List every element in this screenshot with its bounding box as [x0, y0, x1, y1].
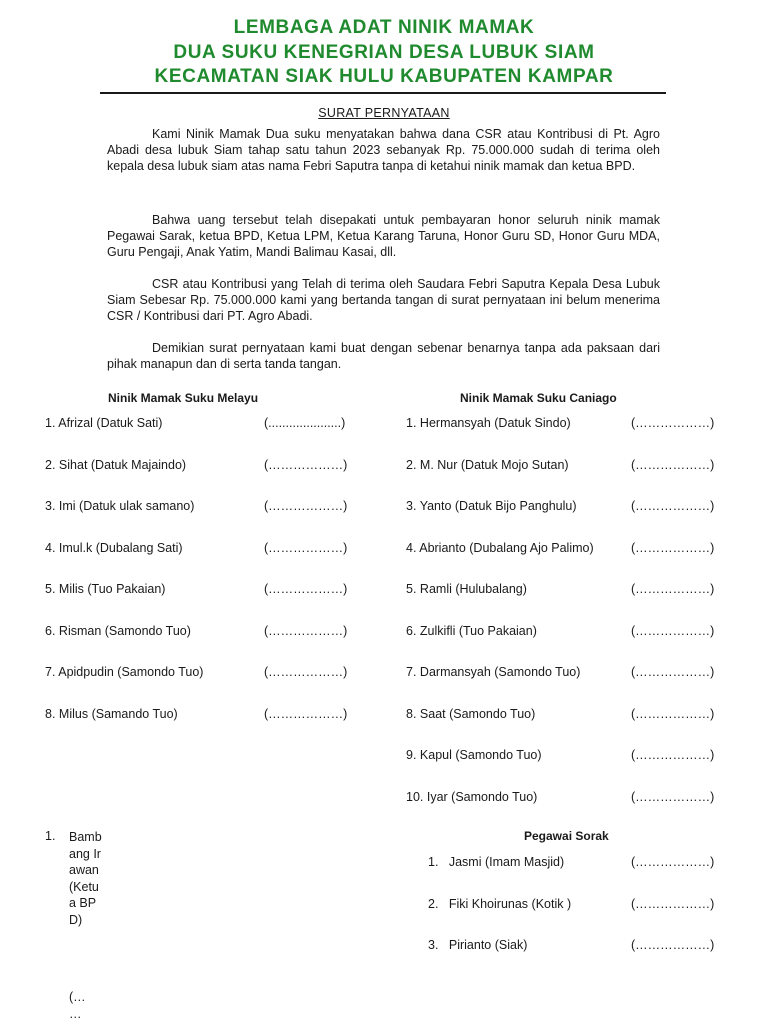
header-divider [100, 92, 666, 94]
item-name: Imi (Datuk ulak samano) [58, 499, 195, 513]
item-name: Darmansyah (Samondo Tuo) [419, 665, 581, 679]
list-item [45, 582, 165, 596]
item-name: M. Nur (Datuk Mojo Sutan) [419, 458, 569, 472]
item-name: Fiki Khoirunas (Kotik ) [448, 897, 572, 911]
list-item [45, 416, 162, 430]
signature-blank: (………………) [264, 582, 348, 596]
item-number: 3. [428, 938, 439, 952]
item-number: 7. [45, 665, 56, 679]
item-number: 2. [428, 897, 439, 911]
list-item [45, 458, 186, 472]
document-title: SURAT PERNYATAAN [318, 106, 450, 120]
list-item [406, 416, 571, 430]
item-number: 6. [45, 624, 56, 638]
item-name: Milis (Tuo Pakaian) [58, 582, 166, 596]
item-number: 10. [406, 790, 424, 804]
signature-blank: (………………) [264, 458, 348, 472]
item-name: Apidpudin (Samondo Tuo) [58, 665, 204, 679]
item-number: 3. [45, 499, 56, 513]
signature-blank: (………………) [631, 416, 715, 430]
signature-blank: (………………) [264, 707, 348, 721]
signature-blank: (………………) [631, 458, 715, 472]
item-number: 1. [45, 829, 56, 843]
signature-blank: (………………) [631, 582, 715, 596]
item-number: 2. [406, 458, 417, 472]
signature-blank: (………………) [264, 541, 348, 555]
paragraph-1: Kami Ninik Mamak Dua suku menyatakan bahwa dana CSR atau Kontribusi di Pt. Agro Abadi desa lubuk Siam tahap satu tahun 2023 sebanyak Rp. 75.000.000 sudah di terima oleh kepala desa lubuk siam atas nama Febri Saputra tanpa di ketahui ninik mamak dan ketua BPD. [107, 127, 660, 173]
item-name: Hermansyah (Datuk Sindo) [419, 416, 571, 430]
list-item [406, 665, 580, 679]
signature-blank: (………………) [631, 748, 715, 762]
list-item [45, 541, 183, 555]
caniago-heading: Ninik Mamak Suku Caniago [460, 391, 617, 405]
sorak-heading: Pegawai Sorak [524, 829, 609, 843]
item-name: Abrianto (Dubalang Ajo Palimo) [419, 541, 594, 555]
letterhead [0, 16, 768, 90]
melayu-heading: Ninik Mamak Suku Melayu [108, 391, 259, 405]
item-number: 1. [45, 416, 56, 430]
item-name: Kapul (Samondo Tuo) [419, 748, 542, 762]
item-number: 4. [45, 541, 56, 555]
letterhead-line-1: LEMBAGA ADAT NINIK MAMAK [233, 17, 535, 38]
item-number: 9. [406, 748, 417, 762]
paragraph-2: Bahwa uang tersebut telah disepakati untuk pembayaran honor seluruh ninik mamak Pegawai Sarak, ketua BPD, Ketua LPM, Ketua Karang Taruna, Honor Guru SD, Honor Guru MDA, Guru Pengaji, Anak Yatim, Mandi Balimau Kasai, dll. [107, 213, 660, 259]
list-item [45, 624, 191, 638]
item-number: 2. [45, 458, 56, 472]
list-item [406, 624, 537, 638]
item-number: 1. [406, 416, 417, 430]
signature-blank: (… … [69, 990, 86, 1021]
list-item [406, 707, 535, 721]
item-number: 4. [406, 541, 417, 555]
signature-blank: (………………) [631, 665, 715, 679]
signature-blank: (………………) [631, 790, 715, 804]
list-item [45, 499, 194, 513]
item-name: Risman (Samondo Tuo) [58, 624, 191, 638]
item-number: 1. [428, 855, 439, 869]
signature-blank: (………………) [631, 938, 715, 952]
signature-blank: (………………) [631, 541, 715, 555]
list-item [406, 582, 527, 596]
item-name: Bambang Irawan (Ketua BPD) [69, 830, 102, 927]
list-item [45, 707, 178, 721]
signature-blank: (………………) [631, 499, 715, 513]
item-name: Zulkifli (Tuo Pakaian) [419, 624, 537, 638]
signature-blank: (………………) [264, 499, 348, 513]
item-number: 8. [45, 707, 56, 721]
signature-blank: (………………) [631, 897, 715, 911]
list-item [428, 897, 571, 911]
letterhead-line-3: KECAMATAN SIAK HULU KABUPATEN KAMPAR [154, 66, 614, 87]
item-name: Sihat (Datuk Majaindo) [58, 458, 187, 472]
item-name: Yanto (Datuk Bijo Panghulu) [419, 499, 577, 513]
letterhead-line-2: DUA SUKU KENEGRIAN DESA LUBUK SIAM [173, 41, 595, 63]
list-item [406, 458, 569, 472]
item-name: Jasmi (Imam Masjid) [448, 855, 565, 869]
list-item [406, 748, 542, 762]
item-name: Pirianto (Siak) [448, 938, 528, 952]
item-number: 8. [406, 707, 417, 721]
list-item [45, 665, 203, 679]
item-name: Ramli (Hulubalang) [419, 582, 527, 596]
signature-blank: (………………) [631, 624, 715, 638]
list-item [406, 541, 594, 555]
signature-blank: (………………) [631, 707, 715, 721]
signature-blank: (………………) [264, 665, 348, 679]
item-number: 7. [406, 665, 417, 679]
signature-blank: (.....................) [264, 416, 346, 430]
paragraph-3: CSR atau Kontribusi yang Telah di terima oleh Saudara Febri Saputra Kepala Desa Lubuk Siam Sebesar Rp. 75.000.000 kami yang bertanda tangan di surat pernyataan ini belum menerima CSR / Kontribusi dari PT. Agro Abadi. [107, 277, 660, 323]
list-item [428, 938, 527, 952]
signature-blank: (………………) [631, 855, 715, 869]
list-item [428, 855, 564, 869]
list-item [406, 790, 537, 804]
item-number: 5. [406, 582, 417, 596]
item-name: Afrizal (Datuk Sati) [58, 416, 163, 430]
item-name: Imul.k (Dubalang Sati) [58, 541, 183, 555]
item-name: Iyar (Samondo Tuo) [426, 790, 538, 804]
item-number: 3. [406, 499, 417, 513]
paragraph-4: Demikian surat pernyataan kami buat dengan sebenar benarnya tanpa ada paksaan dari pihak manapun dan di serta tanda tangan. [107, 341, 660, 371]
item-name: Milus (Samando Tuo) [58, 707, 178, 721]
item-number: 5. [45, 582, 56, 596]
list-item [406, 499, 577, 513]
item-number: 6. [406, 624, 417, 638]
signature-blank: (………………) [264, 624, 348, 638]
item-name: Saat (Samondo Tuo) [419, 707, 536, 721]
